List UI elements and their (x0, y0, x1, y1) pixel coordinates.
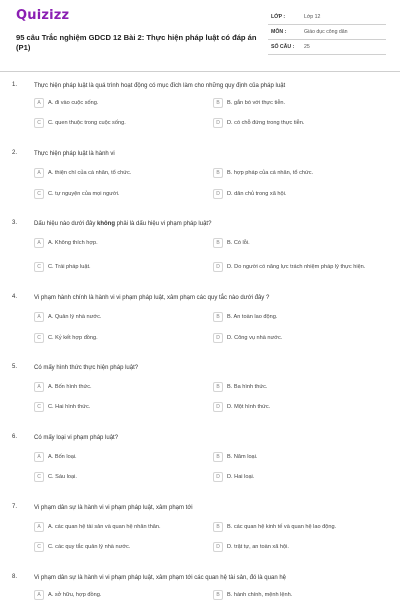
option-d[interactable] (213, 187, 383, 201)
option-d[interactable] (213, 540, 383, 554)
option-c[interactable] (34, 331, 186, 345)
option-a[interactable] (34, 380, 186, 394)
option-key: C (34, 402, 44, 412)
option-d[interactable] (213, 116, 383, 130)
meta-value: Lớp 12 (304, 14, 321, 20)
option-key: A (34, 168, 44, 178)
option-text: A. đi vào cuộc sống. (48, 99, 99, 106)
option-a[interactable] (34, 236, 186, 250)
option-key: A (34, 98, 44, 108)
option-b[interactable] (213, 166, 383, 180)
question-number: 3. (12, 220, 18, 226)
option-c[interactable] (34, 187, 186, 201)
option-text: B. An toàn lao động. (227, 313, 278, 320)
option-c[interactable] (34, 260, 186, 274)
question-text-pre: Dấu hiệu nào dưới đây (34, 221, 97, 227)
question-text: Thực hiện pháp luật là quá trình hoạt động có mục đích làm cho những quy định của pháp luật (34, 83, 286, 89)
meta-label: MÔN : (271, 29, 287, 35)
option-key: D (213, 189, 223, 199)
option-text: B. các quan hệ kinh tế và quan hệ lao động. (227, 523, 337, 530)
option-key: B (213, 168, 223, 178)
option-key: C (34, 542, 44, 552)
page-header (0, 0, 400, 72)
question-text: Thực hiện pháp luật là hành vi (34, 151, 115, 157)
option-key: B (213, 312, 223, 322)
document-title: 95 câu Trắc nghiệm GDCD 12 Bài 2: Thực hiện pháp luật có đáp án (P1) (16, 33, 257, 52)
option-c[interactable] (34, 470, 186, 484)
option-key: C (34, 472, 44, 482)
option-text: D. dân chủ trong xã hội. (227, 190, 287, 197)
question-text (34, 220, 384, 228)
option-c[interactable] (34, 400, 186, 414)
option-d[interactable] (213, 331, 383, 345)
option-b[interactable] (213, 588, 383, 600)
option-text: A. Quản lý nhà nước. (48, 313, 102, 320)
option-text: C. Sáu loại. (48, 473, 77, 480)
option-text: D. Một hình thức. (227, 403, 271, 410)
question-number: 5. (12, 364, 18, 370)
question-number: 8. (12, 574, 18, 580)
meta-label: LỚP : (271, 14, 286, 20)
option-key: C (34, 333, 44, 343)
meta-value: 25 (304, 44, 310, 50)
option-text: D. có chỗ đứng trong thực tiễn. (227, 119, 305, 126)
option-text: A. các quan hệ tài sản và quan hệ nhân thân. (48, 523, 161, 530)
option-key: B (213, 382, 223, 392)
question-text-emphasis: không (97, 221, 115, 227)
option-text: B. Năm loại. (227, 453, 258, 460)
option-key: D (213, 333, 223, 343)
option-text: C. Trái pháp luật. (48, 263, 91, 270)
question-number: 2. (12, 150, 18, 156)
option-key: B (213, 522, 223, 532)
option-d[interactable] (213, 400, 383, 414)
option-key: C (34, 118, 44, 128)
option-d[interactable] (213, 470, 383, 484)
meta-row-count (268, 40, 386, 55)
option-key: B (213, 452, 223, 462)
header-divider (0, 71, 400, 72)
option-b[interactable] (213, 236, 383, 250)
option-b[interactable] (213, 520, 383, 534)
question-text: Có mấy loại vi phạm pháp luật? (34, 435, 119, 441)
option-text: B. hợp pháp của cá nhân, tổ chức. (227, 169, 314, 176)
quizizz-logo: Quizizz (16, 8, 70, 23)
question-text: Có mấy hình thức thực hiện pháp luật? (34, 365, 139, 371)
option-key: A (34, 382, 44, 392)
option-text: C. tự nguyện của mọi người. (48, 190, 120, 197)
option-text: C. quen thuộc trong cuộc sống. (48, 119, 126, 126)
question-text-post: phải là dấu hiệu vi phạm pháp luật? (115, 221, 212, 227)
option-text: A. Không thích hợp. (48, 239, 98, 246)
option-key: D (213, 262, 223, 272)
option-text: C. các quy tắc quản lý nhà nước. (48, 543, 131, 550)
option-text: B. gắn bó với thực tiễn. (227, 99, 286, 106)
option-key: B (213, 98, 223, 108)
option-text: A. Bốn loại. (48, 453, 77, 460)
option-c[interactable] (34, 540, 186, 554)
meta-value: Giáo dục công dân (304, 29, 348, 35)
option-key: A (34, 590, 44, 600)
option-key: B (213, 590, 223, 600)
option-text: B. Ba hình thức. (227, 383, 268, 390)
option-b[interactable] (213, 310, 383, 324)
option-key: C (34, 262, 44, 272)
option-text: A. sở hữu, hợp đồng. (48, 591, 102, 598)
option-b[interactable] (213, 96, 383, 110)
option-a[interactable] (34, 310, 186, 324)
meta-row-class (268, 10, 386, 25)
option-key: A (34, 238, 44, 248)
option-key: A (34, 452, 44, 462)
option-key: A (34, 522, 44, 532)
option-text: A. thiện chí của cá nhân, tổ chức. (48, 169, 132, 176)
question-number: 1. (12, 82, 18, 88)
option-d[interactable] (213, 260, 383, 274)
option-text: C. Hai hình thức. (48, 403, 91, 410)
meta-label: SỐ CÂU : (271, 44, 295, 50)
option-a[interactable] (34, 450, 186, 464)
option-text: B. Có lỗi. (227, 239, 250, 246)
question-text: Vi phạm hành chính là hành vi vi phạm pháp luật, xâm phạm các quy tắc nào dưới đây ? (34, 295, 270, 301)
option-a[interactable] (34, 520, 186, 534)
option-key: D (213, 402, 223, 412)
option-text: B. hành chính, mệnh lệnh. (227, 591, 293, 598)
option-key: D (213, 118, 223, 128)
option-text: C. Kỷ kết hợp đồng. (48, 334, 98, 341)
option-text: D. Hai loại. (227, 473, 255, 480)
question-number: 6. (12, 434, 18, 440)
option-text: D. Do người có năng lực trách nhiệm pháp lý thực hiện. (227, 263, 366, 270)
meta-table (268, 10, 386, 55)
option-a[interactable] (34, 96, 186, 110)
question-number: 4. (12, 294, 18, 300)
option-key: C (34, 189, 44, 199)
option-key: B (213, 238, 223, 248)
option-b[interactable] (213, 380, 383, 394)
question-number: 7. (12, 504, 18, 510)
option-text: D. trật tự, an toàn xã hội. (227, 543, 289, 550)
question-text: Vi phạm dân sự là hành vi vi phạm pháp luật, xâm phạm tới các quan hệ tài sản, đó là quan hệ (34, 575, 286, 581)
option-b[interactable] (213, 450, 383, 464)
option-key: D (213, 472, 223, 482)
option-key: D (213, 542, 223, 552)
question-text: Vi phạm dân sự là hành vi vi phạm pháp luật, xâm phạm tới (34, 505, 193, 511)
option-a[interactable] (34, 166, 186, 180)
option-key: A (34, 312, 44, 322)
option-text: A. Bốn hình thức. (48, 383, 92, 390)
option-a[interactable] (34, 588, 186, 600)
meta-row-subject (268, 25, 386, 40)
option-c[interactable] (34, 116, 186, 130)
option-text: D. Công vụ nhà nước. (227, 334, 283, 341)
